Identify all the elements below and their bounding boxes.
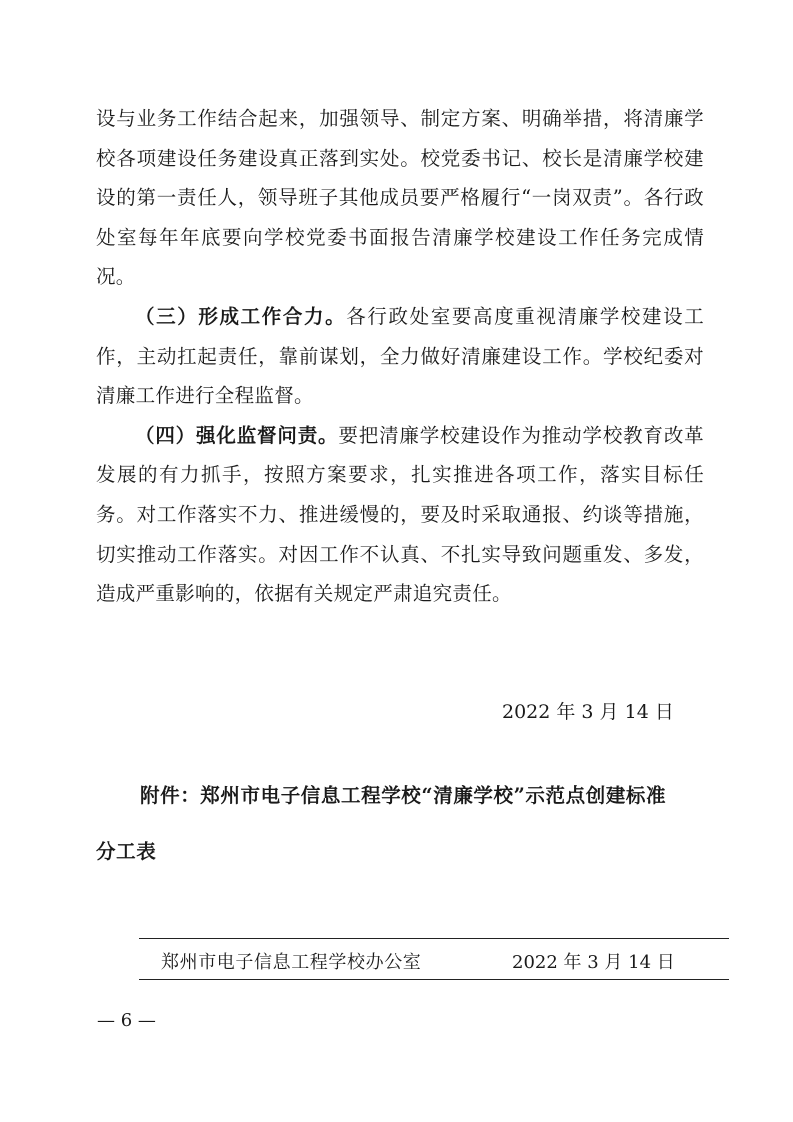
issuing-office: 郑州市电子信息工程学校办公室 [161,952,422,973]
footer-top-rule [139,938,729,939]
paragraph-text: 设与业务工作结合起来，加强领导、制定方案、明确举措，将清廉学校各项建设任务建设真正落到实处。校党委书记、校长是清廉学校建设的第一责任人，领导班子其他成员要严格履行“一岗双责”。各行政处室每年年底要向学校党委书面报告清廉学校建设工作任务完成情况。 [96,107,704,289]
body-text [96,99,704,614]
document-date: 2022 年 3 月 14 日 [502,701,674,723]
paragraph-text: 要把清廉学校建设作为推动学校教育改革发展的有力抓手，按照方案要求，扎实推进各项工作，落实目标任务。对工作落实不力、推进缓慢的，要及时采取通报、约谈等措施，切实推动工作落实。对因工作不认真、不扎实导致问题重发、多发，造成严重影响的，依据有关规定严肃追究责任。 [96,423,704,606]
attachment-note [96,768,716,880]
attachment-line-2: 分工表 [96,840,157,863]
footer-bottom-rule [139,979,729,980]
paragraph-text: 各行政处室要高度重视清廉学校建设工作，主动扛起责任，靠前谋划，全力做好清廉建设工作。学校纪委对清廉工作进行全程监督。 [96,304,704,408]
paragraph-section-three [96,297,704,416]
section-heading: （三）形成工作合力。 [135,304,347,328]
paragraph-section-four [96,416,704,614]
attachment-line-1: 附件：郑州市电子信息工程学校“清廉学校”示范点创建标准 [140,784,667,807]
issue-date: 2022 年 3 月 14 日 [512,952,675,973]
section-heading: （四）强化监督问责。 [135,423,339,447]
paragraph-continued [96,99,704,297]
page-number: — 6 — [97,1010,156,1031]
